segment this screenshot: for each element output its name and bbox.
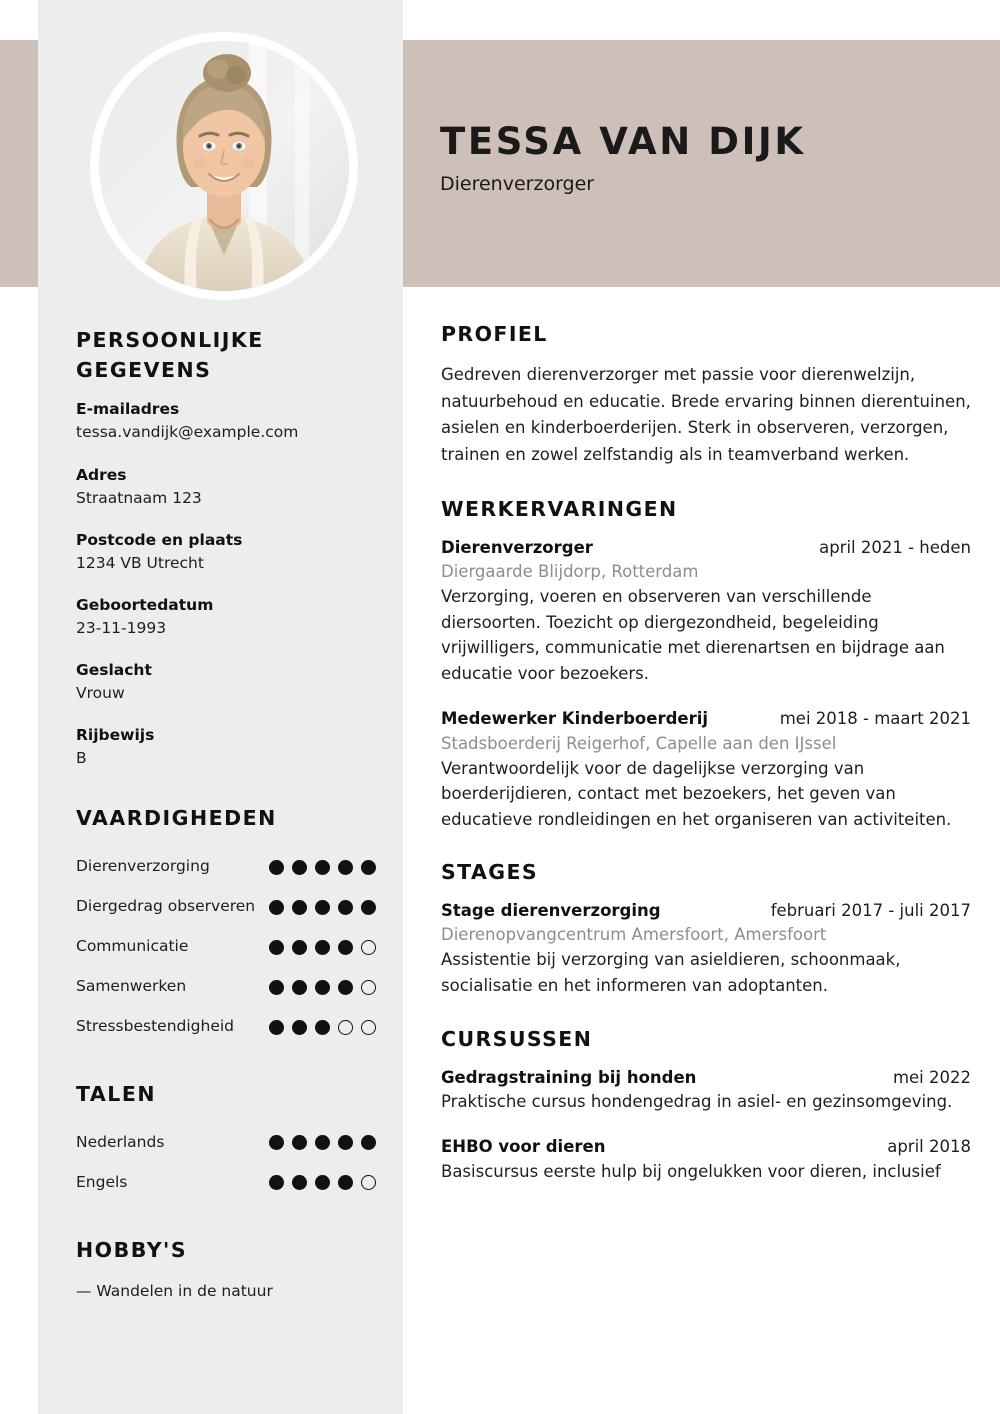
- profile-section: [441, 322, 971, 469]
- languages-heading: TALEN: [76, 1082, 156, 1107]
- dot-filled-icon: [269, 980, 284, 995]
- dot-filled-icon: [315, 980, 330, 995]
- dot-filled-icon: [315, 860, 330, 875]
- dot-empty-icon: [361, 1020, 376, 1035]
- internships-heading: STAGES: [441, 860, 539, 885]
- personal-detail-item: [76, 725, 376, 770]
- header-text: [440, 122, 980, 195]
- dot-filled-icon: [292, 900, 307, 915]
- dot-filled-icon: [338, 980, 353, 995]
- dot-filled-icon: [292, 1135, 307, 1150]
- detail-label: Rijbewijs: [76, 726, 155, 745]
- dot-filled-icon: [269, 1020, 284, 1035]
- dot-empty-icon: [338, 1020, 353, 1035]
- entry-item: [441, 708, 971, 832]
- skill-row: [76, 848, 376, 886]
- entry-date: april 2021 - heden: [819, 537, 971, 557]
- dot-filled-icon: [361, 860, 376, 875]
- job-title: Dierenverzorger: [440, 172, 595, 195]
- entry-date: mei 2018 - maart 2021: [779, 709, 971, 729]
- internships-section: [441, 860, 971, 998]
- dot-filled-icon: [315, 1175, 330, 1190]
- language-row: [76, 1124, 376, 1162]
- detail-value: tessa.vandijk@example.com: [76, 423, 299, 442]
- entry-item: [441, 537, 971, 686]
- skill-row: [76, 1008, 376, 1046]
- entry-description: Basiscursus eerste hulp bij ongelukken voor dieren, inclusief: [441, 1161, 941, 1181]
- experience-heading: WERKERVARINGEN: [441, 496, 678, 521]
- experience-section: [441, 497, 971, 832]
- detail-value: B: [76, 749, 87, 768]
- skill-row: [76, 928, 376, 966]
- entry-header: [441, 1136, 971, 1158]
- detail-label: Postcode en plaats: [76, 530, 243, 549]
- dot-filled-icon: [269, 1175, 284, 1190]
- hobby-item: — Wandelen in de natuur: [76, 1281, 273, 1300]
- rating-label: Dierenverzorging: [76, 857, 210, 876]
- dot-filled-icon: [315, 1135, 330, 1150]
- personal-details-list: [76, 399, 376, 770]
- dot-filled-icon: [361, 900, 376, 915]
- skills-heading: VAARDIGHEDEN: [76, 806, 277, 831]
- detail-label: Geslacht: [76, 661, 152, 680]
- personal-detail-item: [76, 595, 376, 640]
- dot-empty-icon: [361, 940, 376, 955]
- entry-date: februari 2017 - juli 2017: [770, 901, 971, 921]
- rating-label: Stressbestendigheid: [76, 1017, 235, 1036]
- dot-filled-icon: [269, 1135, 284, 1150]
- entry-header: [441, 1067, 971, 1089]
- sidebar-content: [76, 326, 376, 1303]
- personal-detail-item: [76, 399, 376, 444]
- entry-organisation: Dierenopvangcentrum Amersfoort, Amersfoort: [441, 925, 827, 945]
- rating-dots: [269, 860, 376, 875]
- entry-title: Dierenverzorger: [441, 537, 593, 557]
- dot-filled-icon: [361, 1135, 376, 1150]
- rating-dots: [269, 900, 376, 915]
- rating-label: Diergedrag observeren: [76, 897, 256, 916]
- dot-filled-icon: [315, 900, 330, 915]
- entry-date: mei 2022: [892, 1067, 971, 1087]
- internships-list: [441, 900, 971, 998]
- dot-filled-icon: [338, 1135, 353, 1150]
- language-row: [76, 1164, 376, 1202]
- dot-filled-icon: [292, 1175, 307, 1190]
- entry-title: Stage dierenverzorging: [441, 901, 661, 921]
- entry-header: [441, 900, 971, 922]
- entry-item: [441, 1136, 971, 1184]
- entry-date: april 2018: [887, 1137, 971, 1157]
- dot-empty-icon: [361, 980, 376, 995]
- dot-empty-icon: [361, 1175, 376, 1190]
- detail-label: E-mailadres: [76, 400, 180, 419]
- languages-list: [76, 1124, 376, 1202]
- dot-filled-icon: [269, 940, 284, 955]
- profile-photo: [99, 41, 349, 291]
- detail-value: Straatnaam 123: [76, 488, 202, 507]
- rating-label: Engels: [76, 1172, 128, 1191]
- courses-section: [441, 1027, 971, 1185]
- courses-list: [441, 1067, 971, 1185]
- entry-title: EHBO voor dieren: [441, 1137, 606, 1157]
- dot-filled-icon: [269, 860, 284, 875]
- avatar: [90, 32, 358, 300]
- skills-list: [76, 848, 376, 1046]
- rating-dots: [269, 940, 376, 955]
- dot-filled-icon: [338, 1175, 353, 1190]
- detail-label: Geboortedatum: [76, 595, 214, 614]
- detail-label: Adres: [76, 465, 127, 484]
- rating-dots: [269, 1020, 376, 1035]
- entry-item: [441, 1067, 971, 1115]
- entry-organisation: Stadsboerderij Reigerhof, Capelle aan den IJssel: [441, 733, 837, 753]
- dot-filled-icon: [338, 860, 353, 875]
- rating-dots: [269, 1135, 376, 1150]
- rating-label: Nederlands: [76, 1132, 165, 1151]
- profile-heading: PROFIEL: [441, 322, 548, 346]
- hobbies-heading: HOBBY'S: [76, 1237, 188, 1262]
- skill-row: [76, 888, 376, 926]
- entry-description: Verantwoordelijk voor de dagelijkse verzorging van boerderijdieren, contact met bezoekers, het geven van educatieve rondleidingen en het organiseren van activiteiten.: [441, 758, 952, 829]
- experience-list: [441, 537, 971, 832]
- dot-filled-icon: [315, 940, 330, 955]
- detail-value: Vrouw: [76, 684, 125, 703]
- dot-filled-icon: [269, 900, 284, 915]
- entry-description: Praktische cursus hondengedrag in asiel- en gezinsomgeving.: [441, 1091, 953, 1111]
- entry-description: Assistentie bij verzorging van asieldieren, schoonmaak, socialisatie en het informeren van adoptanten.: [441, 950, 901, 995]
- detail-value: 1234 VB Utrecht: [76, 553, 204, 572]
- skill-row: [76, 968, 376, 1006]
- dot-filled-icon: [292, 860, 307, 875]
- dot-filled-icon: [315, 1020, 330, 1035]
- personal-details-heading: PERSOONLIJKE GEGEVENS: [76, 328, 264, 382]
- detail-value: 23-11-1993: [76, 618, 167, 637]
- entry-header: [441, 537, 971, 559]
- rating-label: Samenwerken: [76, 977, 187, 996]
- personal-detail-item: [76, 660, 376, 705]
- entry-item: [441, 900, 971, 998]
- entry-title: Medewerker Kinderboerderij: [441, 709, 709, 729]
- dot-filled-icon: [292, 980, 307, 995]
- portrait-illustration: [99, 41, 349, 291]
- personal-detail-item: [76, 465, 376, 510]
- rating-dots: [269, 980, 376, 995]
- entry-organisation: Diergaarde Blijdorp, Rotterdam: [441, 562, 699, 582]
- dot-filled-icon: [338, 900, 353, 915]
- hobbies-list: [76, 1280, 376, 1303]
- courses-heading: CURSUSSEN: [441, 1026, 593, 1051]
- page-title: TESSA VAN DIJK: [440, 120, 806, 163]
- entry-header: [441, 708, 971, 730]
- rating-label: Communicatie: [76, 937, 189, 956]
- entry-title: Gedragstraining bij honden: [441, 1067, 697, 1087]
- profile-text: Gedreven dierenverzorger met passie voor dierenwelzijn, natuurbehoud en educatie. Brede ervaring binnen dierentuinen, asielen en kinderboerderijen. Sterk in observeren, verzorgen, trainen en zowel zelfstandig als in teamverband werken.: [441, 365, 971, 465]
- dot-filled-icon: [292, 1020, 307, 1035]
- entry-description: Verzorging, voeren en observeren van verschillende diersoorten. Toezicht op diergezondheid, begeleiding vrijwilligers, communicatie met dierenartsen en bijdrage aan educatie voor bezoekers.: [441, 587, 945, 683]
- personal-detail-item: [76, 530, 376, 575]
- rating-dots: [269, 1175, 376, 1190]
- main-content: [441, 322, 971, 1212]
- dot-filled-icon: [292, 940, 307, 955]
- dot-filled-icon: [338, 940, 353, 955]
